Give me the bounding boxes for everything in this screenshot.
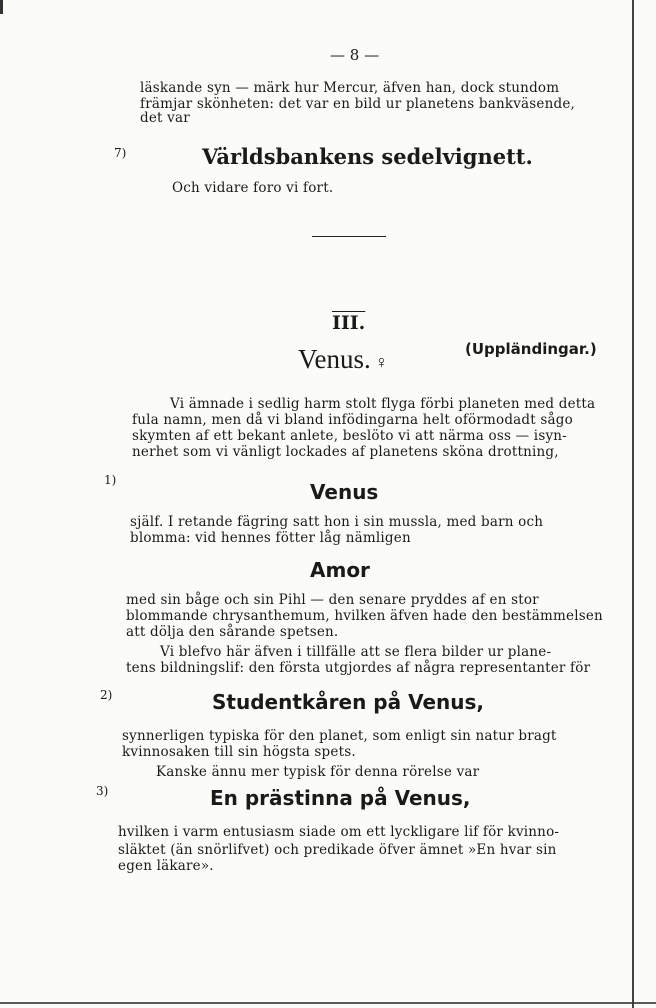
section-heading: Studentkåren på Venus,: [212, 690, 485, 714]
text-line: synnerligen typiska för den planet, som enligt sin natur bragt: [122, 728, 557, 744]
footnote-marker: 1): [104, 473, 117, 487]
divider-rule: [312, 236, 386, 237]
chapter-title: [298, 344, 388, 375]
page-edge-right: [632, 0, 634, 1008]
page-number: — 8 —: [330, 46, 380, 64]
page-edge-bottom: [0, 1002, 656, 1004]
text-line: fula namn, men då vi bland infödingarna helt oförmodadt sågo: [132, 412, 573, 428]
section-heading: Amor: [310, 558, 370, 582]
chapter-title-text: Venus.: [298, 344, 371, 374]
text-line: Och vidare foro vi fort.: [172, 180, 334, 196]
chapter-number: III.: [332, 312, 366, 334]
text-line: Kanske ännu mer typisk för denna rörelse var: [156, 764, 480, 780]
text-line: blommande chrysanthemum, hvilken äfven hade den bestämmelsen: [126, 608, 603, 624]
text-line: Vi ämnade i sedlig harm stolt flyga förbi planeten med detta: [170, 396, 596, 412]
text-line: själf. I retande fägring satt hon i sin mussla, med barn och: [130, 514, 544, 530]
footnote-marker: 7): [114, 146, 127, 160]
section-heading: Världsbankens sedelvignett.: [202, 144, 533, 169]
text-line: blomma: vid hennes fötter låg nämligen: [130, 530, 411, 546]
text-line: kvinnosaken till sin högsta spets.: [122, 744, 356, 760]
text-line: skymten af ett bekant anlete, beslöto vi att närma oss — isyn-: [132, 428, 567, 444]
footnote-marker: 2): [100, 688, 113, 702]
footnote-marker: 3): [96, 784, 109, 798]
text-line: främjar skönheten: det var en bild ur planetens bankväsende,: [140, 96, 576, 112]
text-line: egen läkare».: [118, 858, 214, 874]
section-heading: Venus: [310, 480, 379, 504]
text-line: hvilken i varm entusiasm siade om ett lyckligare lif för kvinno-: [118, 824, 560, 840]
text-line: det var: [140, 110, 190, 126]
text-line: läskande syn — märk hur Mercur, äfven han, dock stundom: [140, 80, 560, 96]
venus-symbol-icon: ♀: [374, 352, 389, 372]
text-line: att dölja den sårande spetsen.: [126, 624, 339, 640]
chapter-tag: (Uppländingar.): [465, 340, 597, 358]
text-line: tens bildningslif: den första utgjordes af några representanter för: [126, 660, 591, 676]
text-line: med sin båge och sin Pihl — den senare pryddes af en stor: [126, 592, 539, 608]
scan-edge-mark: [0, 0, 3, 14]
text-line: nerhet som vi vänligt lockades af planetens sköna drottning,: [132, 444, 559, 460]
section-heading: En prästinna på Venus,: [210, 786, 471, 810]
text-line: släktet (än snörlifvet) och predikade öfver ämnet »En hvar sin: [118, 842, 557, 858]
text-line: Vi blefvo här äfven i tillfälle att se flera bilder ur plane-: [160, 644, 552, 660]
